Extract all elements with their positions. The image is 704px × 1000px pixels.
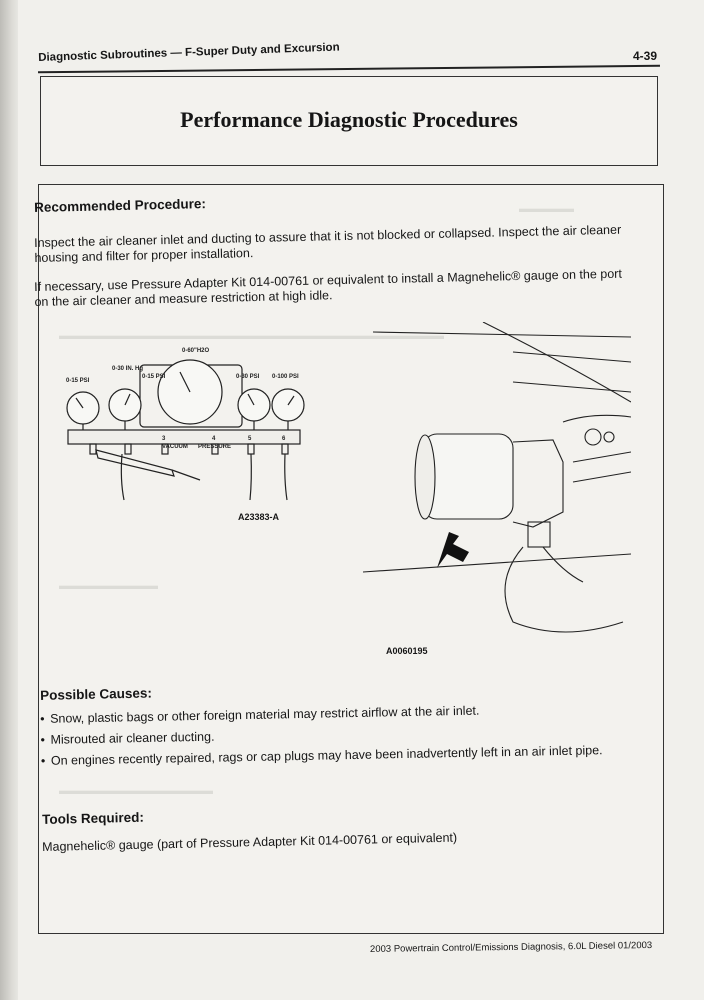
page-number: 4-39 [633,49,658,63]
list-item: • Misrouted air cleaner ducting. [40,729,215,747]
gauge-label: 0-30 IN. Hg [112,366,144,372]
tools-required-heading: Tools Required: [42,809,145,827]
tools-required-text: Magnehelic® gauge (part of Pressure Adapter Kit 014-00761 or equivalent) [42,830,458,854]
gauge-number: 6 [282,436,286,442]
page-footer: 2003 Powertrain Control/Emissions Diagnosis, 6.0L Diesel 01/2003 [369,940,653,955]
gauge-number: 3 [162,436,166,442]
hose [285,454,287,500]
bleed-through-text: ▬▬▬▬▬▬▬▬▬▬▬▬▬▬ [59,785,213,797]
arrow-indicator [437,532,469,568]
gauge-label: 0-15 PSI [66,378,90,384]
book-binding [0,0,20,1000]
recommended-heading: Recommended Procedure: [34,196,207,215]
gauge-set-figure [62,330,312,530]
vacuum-label: VACUUM [162,444,188,450]
bleed-through-text: ▬▬▬▬▬▬▬▬▬▬▬▬▬▬▬▬▬▬▬▬▬▬▬▬▬▬▬▬▬▬▬▬▬▬▬ [59,330,444,342]
gauge-number: 5 [248,436,252,442]
air-cleaner-figure [363,322,631,642]
list-item: • Snow, plastic bags or other foreign material may restrict airflow at the air inlet. [40,703,480,726]
page-title: Performance Diagnostic Procedures [180,107,518,132]
manifold-bar [68,430,300,444]
section-header: Diagnostic Subroutines — F-Super Duty and Excursion [38,41,340,64]
figure-id-air-cleaner: A0060195 [386,646,428,656]
magnehelic-gauge [158,360,222,424]
pressure-label: PRESSURE [198,444,232,450]
possible-causes-list [40,701,623,775]
gauge-label: 0-100 PSI [272,374,299,380]
gauge-label: 0-15 PSI [142,374,166,380]
header-rule [38,65,660,74]
manual-page [18,0,704,1000]
bleed-through-text: ▬▬▬▬▬▬▬▬▬ [59,580,158,592]
gauge-label: 0-30 PSI [236,374,260,380]
recommended-para-2: If necessary, use Pressure Adapter Kit 014-00761 or equivalent to install a Magnehelic® gauge on the port on the air cleaner and measure restriction at high idle. [34,266,622,309]
bleed-through-text: ▬▬▬▬▬ [519,203,574,215]
title-box [40,76,658,166]
air-cleaner-housing [423,434,513,519]
inlet-port [528,522,550,547]
list-item: • On engines recently repaired, rags or cap plugs may have been inadvertently left in an air inlet pipe. [40,743,603,768]
gauge-label: 0-60"H2O [182,348,210,354]
recommended-para-1: Inspect the air cleaner inlet and ducting to assure that it is not blocked or collapsed. Inspect the air cleaner housing and filter for proper installation. [34,222,622,265]
figure-id-gauges: A23383-A [238,512,280,522]
hose [121,454,124,500]
hose [250,454,251,500]
possible-causes-heading: Possible Causes: [40,685,153,703]
gauge-number: 4 [212,436,216,442]
